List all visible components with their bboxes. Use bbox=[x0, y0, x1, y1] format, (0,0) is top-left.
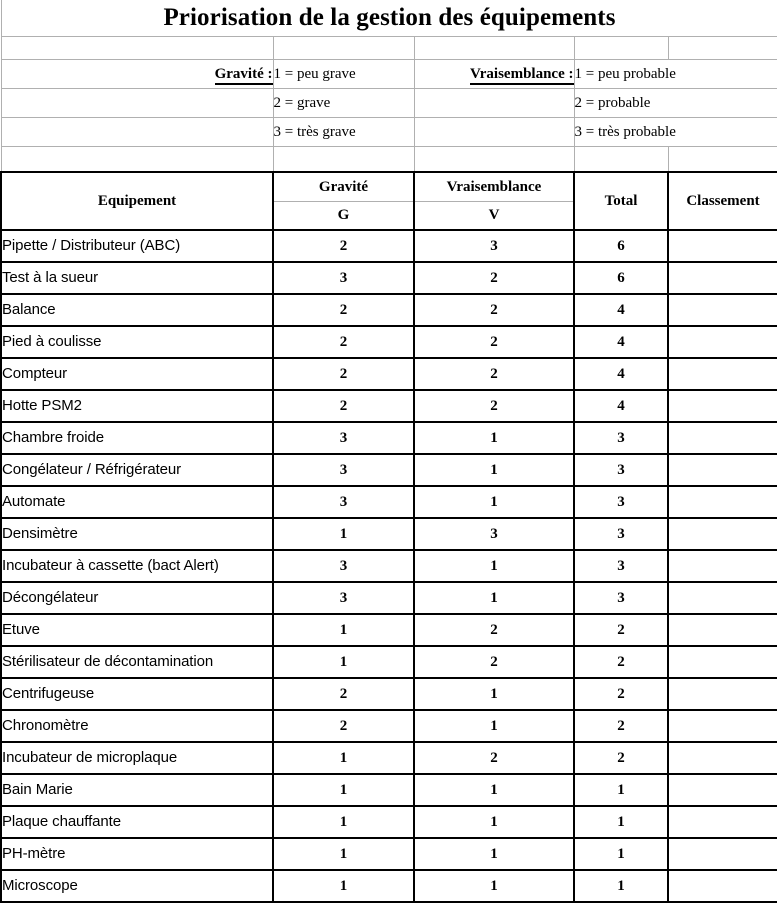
cell-gravite: 3 bbox=[273, 486, 414, 518]
cell-vraisemblance: 3 bbox=[414, 518, 574, 550]
legend-spacer-cell-3 bbox=[414, 37, 574, 60]
cell-vraisemblance: 2 bbox=[414, 358, 574, 390]
cell-equipement: Pied à coulisse bbox=[1, 326, 273, 358]
cell-gravite: 1 bbox=[273, 614, 414, 646]
cell-vraisemblance: 1 bbox=[414, 582, 574, 614]
cell-classement bbox=[668, 742, 777, 774]
cell-total: 3 bbox=[574, 454, 668, 486]
cell-classement bbox=[668, 870, 777, 902]
cell-classement bbox=[668, 518, 777, 550]
cell-gravite: 3 bbox=[273, 262, 414, 294]
cell-vraisemblance: 1 bbox=[414, 550, 574, 582]
gap-cell-4 bbox=[574, 147, 668, 173]
gravite-level-1: 1 = peu grave bbox=[273, 60, 414, 89]
vraisemblance-level-2: 2 = probable bbox=[574, 89, 777, 118]
gravite-legend-label: Gravité : bbox=[1, 60, 273, 89]
cell-equipement: Balance bbox=[1, 294, 273, 326]
title-row bbox=[1, 0, 777, 37]
cell-classement bbox=[668, 710, 777, 742]
cell-vraisemblance: 3 bbox=[414, 230, 574, 262]
cell-vraisemblance: 2 bbox=[414, 294, 574, 326]
cell-classement bbox=[668, 422, 777, 454]
cell-total: 4 bbox=[574, 390, 668, 422]
table-row bbox=[1, 358, 777, 390]
vraisemblance-level-1: 1 = peu probable bbox=[574, 60, 777, 89]
legend-spacer-cell-1 bbox=[1, 37, 273, 60]
cell-vraisemblance: 2 bbox=[414, 326, 574, 358]
legend-spacer-cell-4 bbox=[574, 37, 668, 60]
cell-total: 3 bbox=[574, 486, 668, 518]
cell-total: 4 bbox=[574, 294, 668, 326]
col-header-classement: Classement bbox=[668, 172, 777, 230]
cell-equipement: Plaque chauffante bbox=[1, 806, 273, 838]
cell-total: 1 bbox=[574, 774, 668, 806]
table-header-row-top bbox=[1, 172, 777, 202]
cell-vraisemblance: 1 bbox=[414, 774, 574, 806]
table-row bbox=[1, 774, 777, 806]
cell-total: 1 bbox=[574, 838, 668, 870]
cell-vraisemblance: 1 bbox=[414, 678, 574, 710]
cell-total: 6 bbox=[574, 262, 668, 294]
legend-spacer-row-bottom bbox=[1, 147, 777, 173]
col-header-vraisemblance: Vraisemblance bbox=[414, 172, 574, 202]
cell-equipement: Chronomètre bbox=[1, 710, 273, 742]
cell-equipement: Microscope bbox=[1, 870, 273, 902]
cell-equipement: Hotte PSM2 bbox=[1, 390, 273, 422]
cell-gravite: 2 bbox=[273, 230, 414, 262]
gap-cell-1 bbox=[1, 147, 273, 173]
cell-equipement: Incubateur de microplaque bbox=[1, 742, 273, 774]
cell-gravite: 2 bbox=[273, 678, 414, 710]
col-header-gravite-symbol: G bbox=[273, 202, 414, 231]
cell-equipement: Automate bbox=[1, 486, 273, 518]
cell-vraisemblance: 1 bbox=[414, 838, 574, 870]
legend-spacer-cell-2 bbox=[273, 37, 414, 60]
cell-classement bbox=[668, 582, 777, 614]
cell-equipement: PH-mètre bbox=[1, 838, 273, 870]
gravite-level-3: 3 = très grave bbox=[273, 118, 414, 147]
cell-classement bbox=[668, 550, 777, 582]
cell-equipement: Compteur bbox=[1, 358, 273, 390]
cell-total: 6 bbox=[574, 230, 668, 262]
legend-empty-3 bbox=[1, 118, 273, 147]
table-row bbox=[1, 262, 777, 294]
cell-gravite: 3 bbox=[273, 454, 414, 486]
cell-gravite: 2 bbox=[273, 326, 414, 358]
cell-classement bbox=[668, 806, 777, 838]
cell-gravite: 2 bbox=[273, 710, 414, 742]
cell-classement bbox=[668, 614, 777, 646]
table-row bbox=[1, 646, 777, 678]
cell-gravite: 1 bbox=[273, 870, 414, 902]
cell-vraisemblance: 1 bbox=[414, 486, 574, 518]
cell-classement bbox=[668, 678, 777, 710]
cell-total: 3 bbox=[574, 582, 668, 614]
gravite-level-2: 2 = grave bbox=[273, 89, 414, 118]
cell-gravite: 3 bbox=[273, 422, 414, 454]
page-title: Priorisation de la gestion des équipements bbox=[163, 4, 616, 32]
cell-total: 3 bbox=[574, 550, 668, 582]
cell-vraisemblance: 2 bbox=[414, 262, 574, 294]
cell-equipement: Chambre froide bbox=[1, 422, 273, 454]
cell-gravite: 1 bbox=[273, 838, 414, 870]
cell-vraisemblance: 1 bbox=[414, 870, 574, 902]
table-row bbox=[1, 454, 777, 486]
cell-vraisemblance: 2 bbox=[414, 614, 574, 646]
legend-spacer-row-top bbox=[1, 37, 777, 60]
table-row bbox=[1, 326, 777, 358]
cell-equipement: Test à la sueur bbox=[1, 262, 273, 294]
cell-vraisemblance: 1 bbox=[414, 422, 574, 454]
gap-cell-3 bbox=[414, 147, 574, 173]
cell-total: 2 bbox=[574, 710, 668, 742]
cell-classement bbox=[668, 326, 777, 358]
legend-empty-4 bbox=[414, 118, 574, 147]
col-header-vraisemblance-symbol: V bbox=[414, 202, 574, 231]
cell-vraisemblance: 1 bbox=[414, 454, 574, 486]
cell-equipement: Bain Marie bbox=[1, 774, 273, 806]
cell-vraisemblance: 2 bbox=[414, 646, 574, 678]
col-header-total: Total bbox=[574, 172, 668, 230]
table-row bbox=[1, 582, 777, 614]
cell-total: 2 bbox=[574, 742, 668, 774]
table-row bbox=[1, 742, 777, 774]
table-row bbox=[1, 678, 777, 710]
table-row bbox=[1, 614, 777, 646]
legend-row-2 bbox=[1, 89, 777, 118]
table-row bbox=[1, 518, 777, 550]
table-row bbox=[1, 230, 777, 262]
cell-gravite: 1 bbox=[273, 742, 414, 774]
cell-equipement: Pipette / Distributeur (ABC) bbox=[1, 230, 273, 262]
cell-classement bbox=[668, 486, 777, 518]
cell-gravite: 2 bbox=[273, 390, 414, 422]
table-row bbox=[1, 806, 777, 838]
page-title-cell bbox=[1, 0, 777, 37]
table-row bbox=[1, 422, 777, 454]
cell-gravite: 1 bbox=[273, 774, 414, 806]
vraisemblance-level-3: 3 = très probable bbox=[574, 118, 777, 147]
matrix-table bbox=[1, 172, 777, 902]
table-row bbox=[1, 390, 777, 422]
col-header-equipement: Equipement bbox=[1, 172, 273, 230]
cell-vraisemblance: 2 bbox=[414, 742, 574, 774]
cell-gravite: 1 bbox=[273, 518, 414, 550]
cell-classement bbox=[668, 294, 777, 326]
cell-classement bbox=[668, 390, 777, 422]
cell-classement bbox=[668, 358, 777, 390]
table-row bbox=[1, 710, 777, 742]
cell-total: 3 bbox=[574, 422, 668, 454]
legend-section bbox=[1, 37, 777, 173]
cell-equipement: Congélateur / Réfrigérateur bbox=[1, 454, 273, 486]
cell-gravite: 2 bbox=[273, 294, 414, 326]
cell-total: 4 bbox=[574, 326, 668, 358]
cell-total: 2 bbox=[574, 678, 668, 710]
title-section bbox=[1, 0, 777, 37]
cell-equipement: Densimètre bbox=[1, 518, 273, 550]
cell-equipement: Incubateur à cassette (bact Alert) bbox=[1, 550, 273, 582]
col-header-gravite: Gravité bbox=[273, 172, 414, 202]
legend-empty-1 bbox=[1, 89, 273, 118]
cell-classement bbox=[668, 262, 777, 294]
cell-vraisemblance: 1 bbox=[414, 710, 574, 742]
cell-gravite: 3 bbox=[273, 550, 414, 582]
cell-equipement: Etuve bbox=[1, 614, 273, 646]
legend-empty-2 bbox=[414, 89, 574, 118]
cell-gravite: 2 bbox=[273, 358, 414, 390]
cell-gravite: 3 bbox=[273, 582, 414, 614]
cell-classement bbox=[668, 838, 777, 870]
legend-spacer-cell-5 bbox=[668, 37, 777, 60]
cell-total: 2 bbox=[574, 614, 668, 646]
gap-cell-5 bbox=[668, 147, 777, 173]
cell-gravite: 1 bbox=[273, 646, 414, 678]
cell-equipement: Centrifugeuse bbox=[1, 678, 273, 710]
legend-row-3 bbox=[1, 118, 777, 147]
cell-total: 3 bbox=[574, 518, 668, 550]
cell-vraisemblance: 1 bbox=[414, 806, 574, 838]
gap-cell-2 bbox=[273, 147, 414, 173]
cell-total: 1 bbox=[574, 870, 668, 902]
cell-equipement: Stérilisateur de décontamination bbox=[1, 646, 273, 678]
table-row bbox=[1, 550, 777, 582]
vraisemblance-legend-label: Vraisemblance : bbox=[414, 60, 574, 89]
cell-total: 1 bbox=[574, 806, 668, 838]
cell-total: 2 bbox=[574, 646, 668, 678]
cell-classement bbox=[668, 774, 777, 806]
cell-classement bbox=[668, 646, 777, 678]
table-row bbox=[1, 870, 777, 902]
cell-classement bbox=[668, 230, 777, 262]
cell-vraisemblance: 2 bbox=[414, 390, 574, 422]
cell-total: 4 bbox=[574, 358, 668, 390]
table-row bbox=[1, 838, 777, 870]
cell-gravite: 1 bbox=[273, 806, 414, 838]
cell-equipement: Décongélateur bbox=[1, 582, 273, 614]
table-row bbox=[1, 294, 777, 326]
legend-row-1 bbox=[1, 60, 777, 89]
cell-classement bbox=[668, 454, 777, 486]
table-row bbox=[1, 486, 777, 518]
